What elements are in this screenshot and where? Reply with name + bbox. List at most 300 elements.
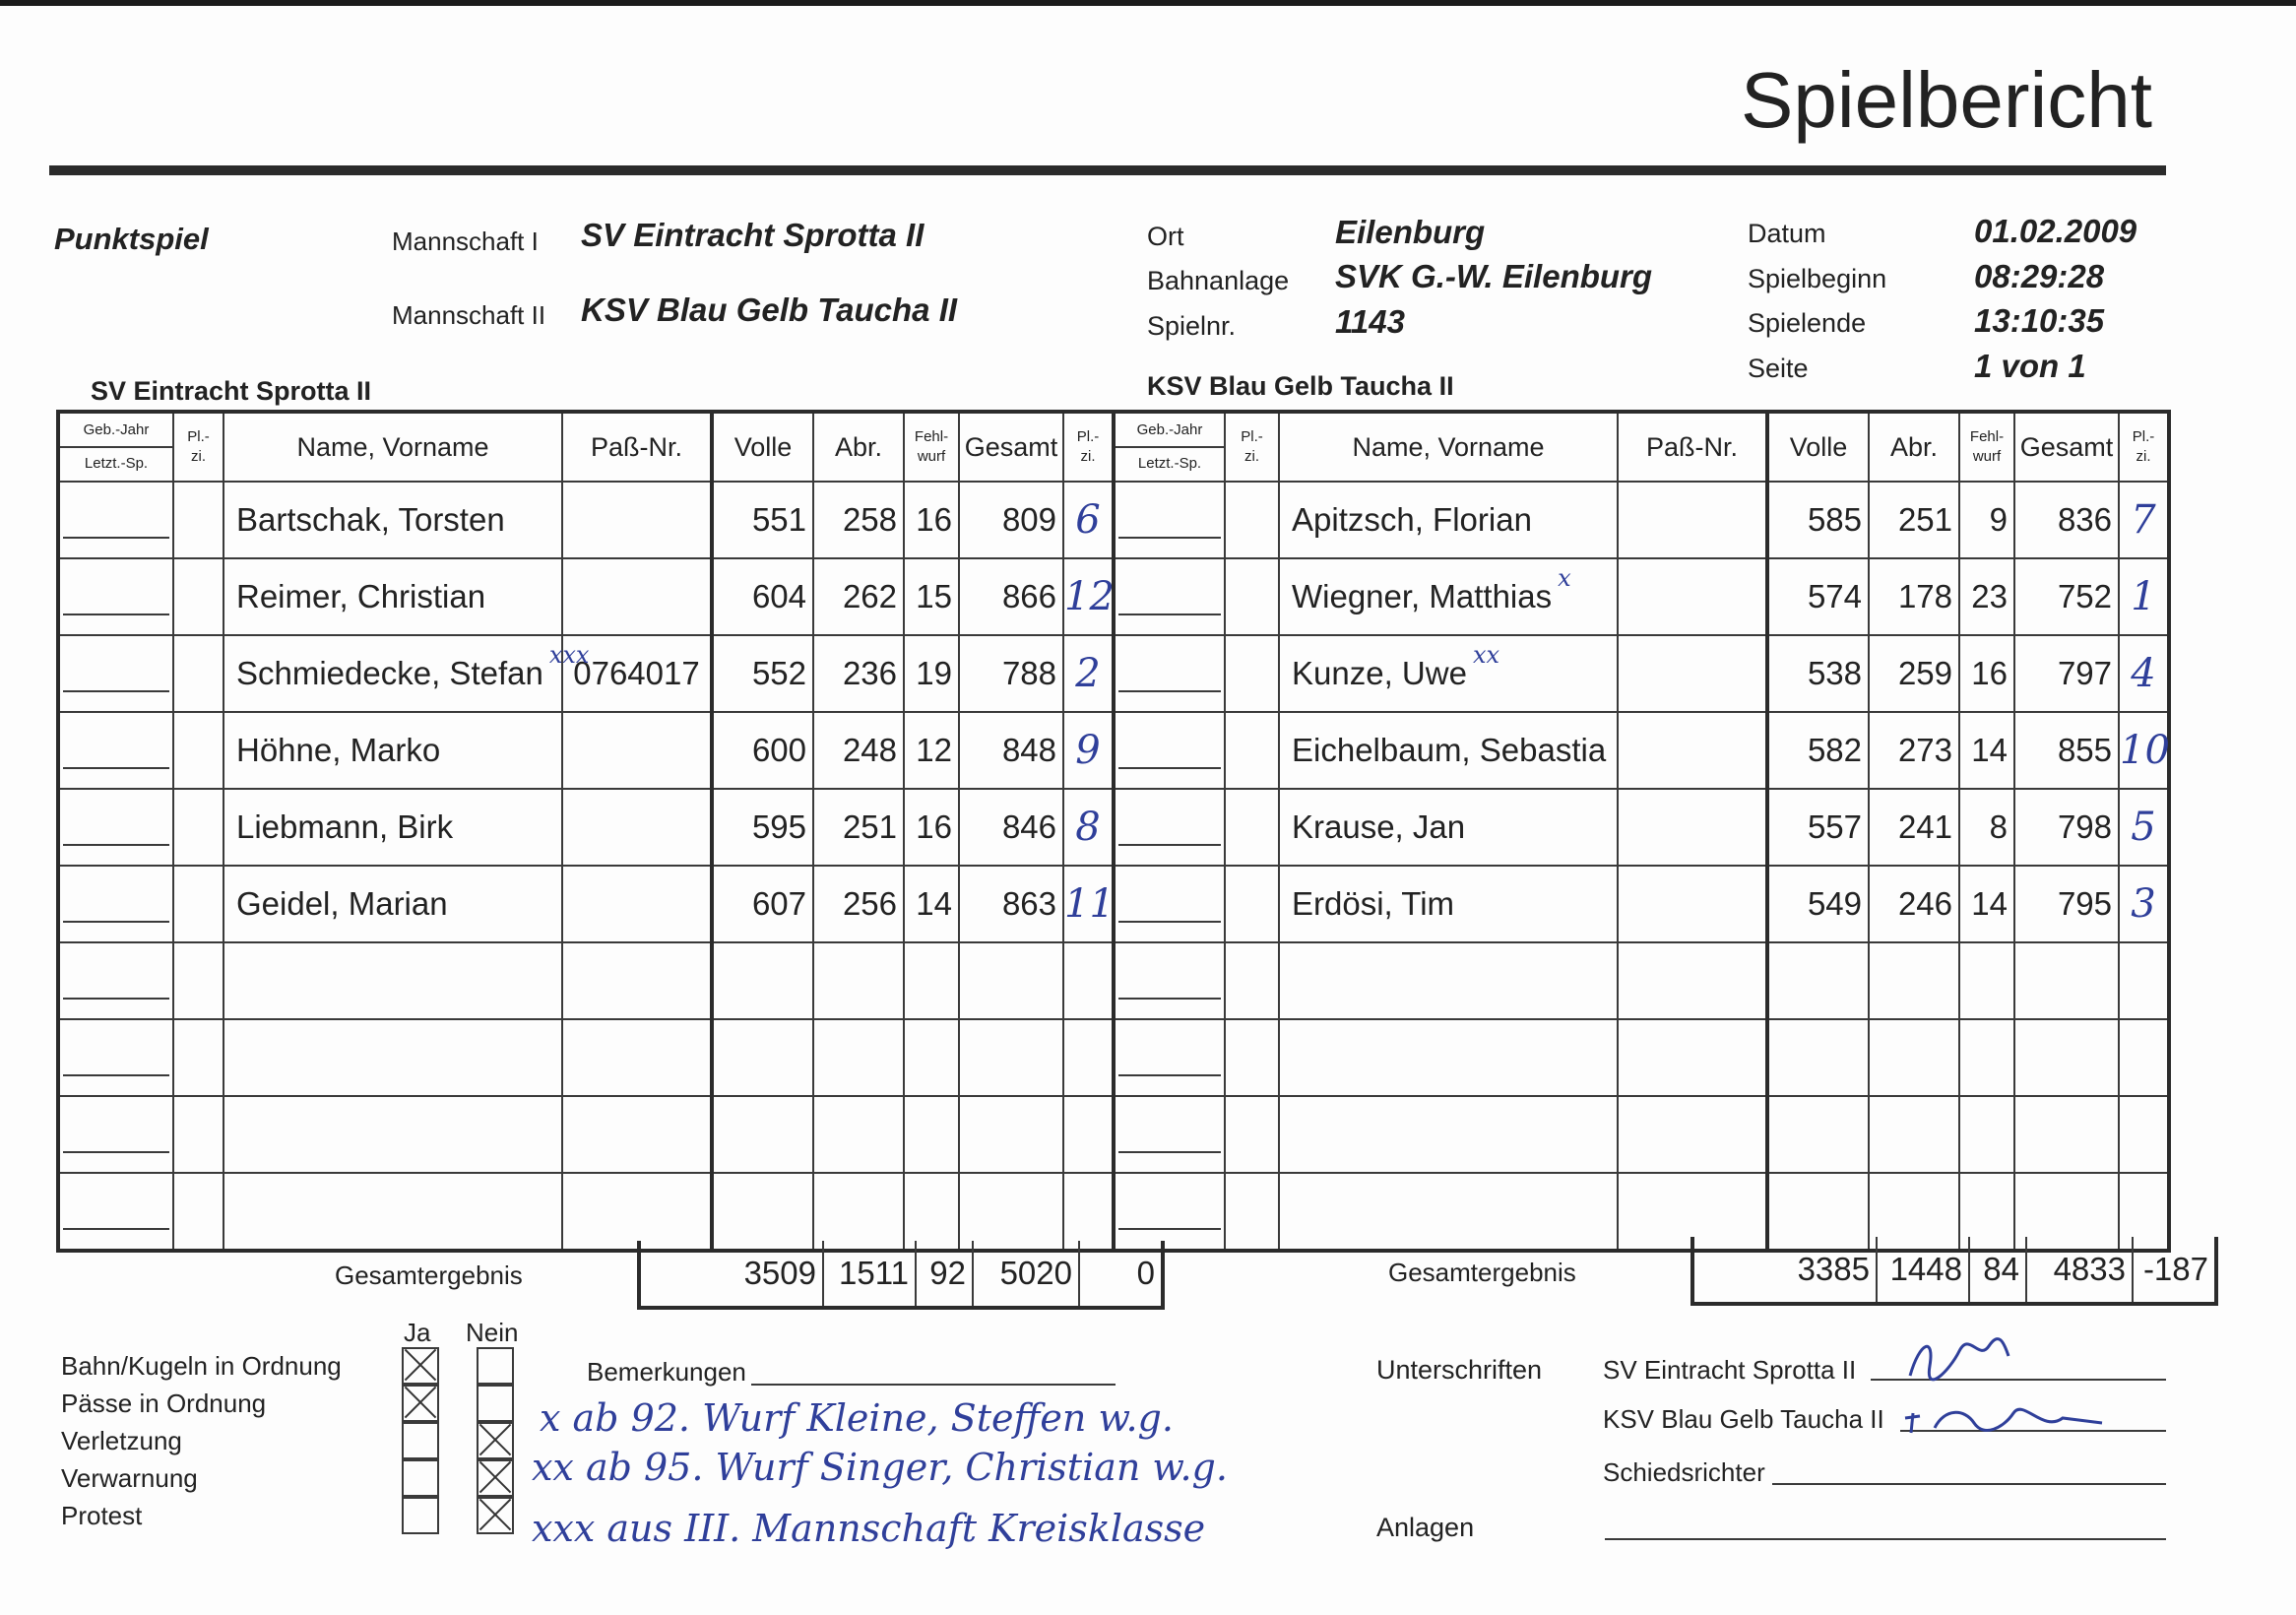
- platz-value: [2119, 942, 2169, 1019]
- geb-jahr-divider: [1118, 655, 1221, 692]
- ort-label: Ort: [1147, 222, 1184, 251]
- check-label: Verletzung: [61, 1426, 182, 1455]
- check-ja-box[interactable]: [402, 1497, 439, 1534]
- abr-value: 246: [1869, 866, 1959, 942]
- referee-label: Schiedsrichter: [1603, 1457, 1765, 1487]
- geb-jahr-divider: [1118, 1116, 1221, 1153]
- player-name: Höhne, Marko: [223, 712, 562, 789]
- pl-zi-cell: [1225, 558, 1279, 635]
- abr-value: 258: [813, 482, 904, 558]
- pass-nr: [1618, 482, 1767, 558]
- player-name-text: Kunze, Uwe: [1292, 655, 1467, 691]
- check-ja-box[interactable]: [402, 1459, 439, 1497]
- spielbeginn-label: Spielbeginn: [1748, 264, 1887, 293]
- letzt-sp-label: Letzt.-Sp.: [1137, 455, 1202, 472]
- gesamt-value: 855: [2014, 712, 2119, 789]
- pl-zi-cell: [1225, 712, 1279, 789]
- gesamt-value: [959, 1173, 1063, 1251]
- col-volle: Volle: [1767, 412, 1869, 482]
- col-gesamt: Gesamt: [959, 412, 1063, 482]
- team-b-total-fehl: 84: [1969, 1237, 2026, 1304]
- geb-jahr-cell: [58, 712, 173, 789]
- abr-value: 251: [813, 789, 904, 866]
- check-ja-box[interactable]: [402, 1422, 439, 1459]
- gesamt-value: 846: [959, 789, 1063, 866]
- col-abr: Abr.: [1869, 412, 1959, 482]
- pass-nr: [1618, 789, 1767, 866]
- team1-label: Mannschaft I: [392, 226, 539, 256]
- player-name: [223, 942, 562, 1019]
- abr-value: [813, 942, 904, 1019]
- gesamt-value: [2014, 942, 2119, 1019]
- player-name: Apitzsch, Florian: [1279, 482, 1618, 558]
- anlagen-line: [1605, 1538, 2166, 1540]
- fehlwurf-value: [904, 942, 959, 1019]
- fehlwurf-value: 15: [904, 558, 959, 635]
- pass-nr: [1618, 1019, 1767, 1096]
- geb-jahr-cell: [1114, 1019, 1225, 1096]
- check-nein-box[interactable]: [477, 1497, 514, 1534]
- signature-team2-label: KSV Blau Gelb Taucha II: [1603, 1404, 1884, 1434]
- team-a-total-gesamt: 5020: [973, 1241, 1079, 1308]
- check-label: Bahn/Kugeln in Ordnung: [61, 1351, 342, 1381]
- geb-jahr-cell: [58, 942, 173, 1019]
- platz-value: 7: [2119, 482, 2169, 558]
- geb-jahr-divider: [63, 1116, 169, 1153]
- team-b-row: [1114, 1096, 2169, 1173]
- fehlwurf-value: [904, 1096, 959, 1173]
- pl-label: Pl.-: [2132, 428, 2155, 445]
- gesamt-value: 752: [2014, 558, 2119, 635]
- fehlwurf-value: 8: [1959, 789, 2014, 866]
- spielende-value: 13:10:35: [1974, 302, 2105, 339]
- volle-value: 574: [1767, 558, 1869, 635]
- platz-value: 12: [1063, 558, 1114, 635]
- zi-label: zi.: [191, 448, 206, 465]
- col-name: Name, Vorname: [223, 412, 562, 482]
- team-b-total-abr: 1448: [1877, 1237, 1969, 1304]
- check-nein-box[interactable]: [477, 1385, 514, 1422]
- geb-jahr-cell: [1114, 1096, 1225, 1173]
- fehlwurf-value: [1959, 1096, 2014, 1173]
- gesamt-value: [2014, 1019, 2119, 1096]
- gesamt-value: [959, 1096, 1063, 1173]
- player-name: [1279, 635, 1618, 712]
- geb-jahr-cell: [1114, 712, 1225, 789]
- team-b-total-box: [1690, 1237, 2218, 1306]
- remark-line-1: x ab 92. Wurf Kleine, Steffen w.g.: [540, 1396, 1174, 1440]
- fehlwurf-value: 14: [904, 866, 959, 942]
- gesamt-value: 836: [2014, 482, 2119, 558]
- team-b-row: [1114, 789, 2169, 866]
- team1-value: SV Eintracht Sprotta II: [581, 217, 925, 253]
- ja-column-label: Ja: [404, 1318, 431, 1347]
- fehlwurf-value: [1959, 1019, 2014, 1096]
- team-a-total-fehl: 92: [916, 1241, 973, 1308]
- remark-line-3: xxx aus III. Mannschaft Kreisklasse: [532, 1507, 1206, 1550]
- geb-jahr-divider: [1118, 578, 1221, 615]
- check-ja-box[interactable]: [402, 1385, 439, 1422]
- spielnr-label: Spielnr.: [1147, 311, 1237, 341]
- pl-zi-cell: [1225, 1019, 1279, 1096]
- geb-jahr-divider: [63, 885, 169, 923]
- team-a-header-row: [58, 412, 1114, 482]
- signature-team2: [1895, 1389, 2112, 1443]
- col-abr: Abr.: [813, 412, 904, 482]
- abr-value: 241: [1869, 789, 1959, 866]
- col-platz: [2119, 412, 2169, 482]
- abr-value: 259: [1869, 635, 1959, 712]
- spielnr-value: 1143: [1335, 303, 1405, 340]
- player-name: [1279, 1173, 1618, 1251]
- col-volle: Volle: [712, 412, 813, 482]
- abr-value: 248: [813, 712, 904, 789]
- team-a-row: [58, 866, 1114, 942]
- volle-value: [712, 1019, 813, 1096]
- team-a-row: [58, 789, 1114, 866]
- gesamt-value: 798: [2014, 789, 2119, 866]
- geb-jahr-cell: [58, 482, 173, 558]
- player-name: [223, 1019, 562, 1096]
- gesamt-value: 797: [2014, 635, 2119, 712]
- abr-value: 236: [813, 635, 904, 712]
- pass-nr: [562, 1173, 712, 1251]
- geb-jahr-label: Geb.-Jahr: [60, 420, 172, 448]
- volle-value: [712, 942, 813, 1019]
- abr-value: [1869, 1096, 1959, 1173]
- fehlwurf-value: 14: [1959, 712, 2014, 789]
- fehl-label: Fehl-: [914, 428, 949, 445]
- player-name: Erdösi, Tim: [1279, 866, 1618, 942]
- geb-jahr-divider: [1118, 808, 1221, 846]
- team-a-row: [58, 1019, 1114, 1096]
- fehlwurf-value: 16: [1959, 635, 2014, 712]
- team-b-total-gesamt: 4833: [2026, 1237, 2133, 1304]
- volle-value: 607: [712, 866, 813, 942]
- player-name-text: Wiegner, Matthias: [1292, 578, 1553, 614]
- pl-zi-cell: [1225, 942, 1279, 1019]
- seite-label: Seite: [1748, 354, 1809, 383]
- platz-value: 1: [2119, 558, 2169, 635]
- platz-value: 10: [2119, 712, 2169, 789]
- team-b-row: [1114, 558, 2169, 635]
- volle-value: [712, 1173, 813, 1251]
- geb-jahr-divider: [1118, 1039, 1221, 1076]
- pl-zi-cell: [173, 1019, 223, 1096]
- geb-jahr-cell: [58, 1173, 173, 1251]
- geb-jahr-cell: [1114, 866, 1225, 942]
- geb-jahr-cell: [1114, 1173, 1225, 1251]
- player-name: Krause, Jan: [1279, 789, 1618, 866]
- col-pl-zi: [1225, 412, 1279, 482]
- fehlwurf-value: 16: [904, 482, 959, 558]
- team-a-heading: SV Eintracht Sprotta II: [91, 376, 372, 406]
- geb-jahr-divider: [1118, 885, 1221, 923]
- wurf-label: wurf: [1972, 448, 2002, 465]
- remarks-line: [751, 1384, 1116, 1386]
- pass-nr: [562, 558, 712, 635]
- pass-nr: [1618, 1096, 1767, 1173]
- pl-zi-cell: [173, 866, 223, 942]
- pl-zi-cell: [173, 712, 223, 789]
- team-a-total-box: [637, 1241, 1165, 1310]
- platz-value: [2119, 1096, 2169, 1173]
- pl-label: Pl.-: [187, 428, 210, 445]
- team-a-total-volle: 3509: [743, 1255, 816, 1291]
- team-a-row: [58, 712, 1114, 789]
- team-a-row: [58, 1096, 1114, 1173]
- check-nein-box[interactable]: [477, 1459, 514, 1497]
- ort-value: Eilenburg: [1335, 214, 1486, 250]
- col-pass: Paß-Nr.: [1618, 412, 1767, 482]
- abr-value: 273: [1869, 712, 1959, 789]
- team-b-row: [1114, 635, 2169, 712]
- volle-value: 595: [712, 789, 813, 866]
- wurf-label: wurf: [917, 448, 946, 465]
- pass-nr: [1618, 942, 1767, 1019]
- volle-value: [1767, 1019, 1869, 1096]
- col-geb-jahr: [58, 412, 173, 482]
- nein-column-label: Nein: [466, 1318, 519, 1347]
- volle-value: 557: [1767, 789, 1869, 866]
- substitution-mark: x: [1558, 564, 1571, 592]
- col-platz: [1063, 412, 1114, 482]
- signature-team1-label: SV Eintracht Sprotta II: [1603, 1355, 1857, 1385]
- pl-zi-cell: [173, 942, 223, 1019]
- pl-zi-cell: [1225, 789, 1279, 866]
- anlagen-label: Anlagen: [1376, 1513, 1475, 1542]
- player-name: Geidel, Marian: [223, 866, 562, 942]
- zi-label: zi.: [1244, 448, 1259, 465]
- geb-jahr-divider: [63, 1039, 169, 1076]
- team-b-row: [1114, 866, 2169, 942]
- volle-value: [1767, 1096, 1869, 1173]
- pl-label: Pl.-: [1076, 428, 1100, 445]
- geb-jahr-divider: [63, 655, 169, 692]
- pl-zi-cell: [173, 558, 223, 635]
- check-nein-box[interactable]: [477, 1422, 514, 1459]
- col-name: Name, Vorname: [1279, 412, 1618, 482]
- team-a-total-abr: 1511: [823, 1241, 916, 1308]
- player-name: Reimer, Christian: [223, 558, 562, 635]
- geb-jahr-cell: [1114, 635, 1225, 712]
- substitution-mark: xx: [1472, 641, 1500, 669]
- fehl-label: Fehl-: [1969, 428, 2005, 445]
- platz-value: 6: [1063, 482, 1114, 558]
- pl-zi-cell: [173, 789, 223, 866]
- platz-value: 8: [1063, 789, 1114, 866]
- player-name: [1279, 1019, 1618, 1096]
- geb-jahr-cell: [58, 866, 173, 942]
- team-a-table: [56, 410, 1116, 1253]
- team-b-total-volle: 3385: [1797, 1251, 1870, 1287]
- gesamt-value: 863: [959, 866, 1063, 942]
- geb-jahr-cell: [58, 558, 173, 635]
- platz-value: [2119, 1019, 2169, 1096]
- team2-label: Mannschaft II: [392, 300, 546, 330]
- geb-jahr-divider: [1118, 501, 1221, 539]
- pass-nr: [1618, 635, 1767, 712]
- platz-value: [1063, 1173, 1114, 1251]
- team-b-row: [1114, 482, 2169, 558]
- team-b-total-row: [1692, 1237, 2216, 1304]
- substitution-mark: xxx: [548, 641, 590, 669]
- geb-jahr-divider: [1118, 732, 1221, 769]
- volle-value: 538: [1767, 635, 1869, 712]
- team2-value: KSV Blau Gelb Taucha II: [581, 291, 958, 328]
- fehlwurf-value: [904, 1173, 959, 1251]
- pass-nr: [562, 866, 712, 942]
- geb-jahr-label: Geb.-Jahr: [1116, 420, 1224, 448]
- seite-value: 1 von 1: [1974, 348, 2086, 384]
- spielbeginn-value: 08:29:28: [1974, 258, 2105, 294]
- volle-value: 604: [712, 558, 813, 635]
- pass-nr: [1618, 558, 1767, 635]
- title-rule: [49, 165, 2166, 175]
- pl-zi-cell: [173, 1096, 223, 1173]
- gesamt-value: [959, 942, 1063, 1019]
- check-label: Verwarnung: [61, 1463, 198, 1493]
- abr-value: [1869, 1019, 1959, 1096]
- signature-team1: [1890, 1331, 2018, 1390]
- platz-value: 4: [2119, 635, 2169, 712]
- col-fehlwurf: [904, 412, 959, 482]
- geb-jahr-cell: [58, 789, 173, 866]
- pass-nr: [1618, 712, 1767, 789]
- team-a-row: [58, 942, 1114, 1019]
- player-name: Eichelbaum, Sebastia: [1279, 712, 1618, 789]
- team-a-total-label: Gesamtergebnis: [335, 1260, 523, 1290]
- gesamt-value: 788: [959, 635, 1063, 712]
- pass-nr: [1618, 866, 1767, 942]
- pl-zi-cell: [1225, 1096, 1279, 1173]
- bahnanlage-label: Bahnanlage: [1147, 266, 1290, 295]
- abr-value: [813, 1019, 904, 1096]
- col-fehlwurf: [1959, 412, 2014, 482]
- team-b-row: [1114, 712, 2169, 789]
- volle-value: 585: [1767, 482, 1869, 558]
- check-ja-box[interactable]: [402, 1347, 439, 1385]
- team-b-heading: KSV Blau Gelb Taucha II: [1147, 371, 1454, 401]
- geb-jahr-cell: [1114, 942, 1225, 1019]
- player-name: [1279, 1096, 1618, 1173]
- team-a-row: [58, 482, 1114, 558]
- pass-nr: [562, 1096, 712, 1173]
- abr-value: 262: [813, 558, 904, 635]
- platz-value: [1063, 1096, 1114, 1173]
- team-b-header-row: [1114, 412, 2169, 482]
- volle-value: 551: [712, 482, 813, 558]
- fehlwurf-value: [904, 1019, 959, 1096]
- abr-value: 256: [813, 866, 904, 942]
- geb-jahr-divider: [63, 501, 169, 539]
- volle-value: 600: [712, 712, 813, 789]
- platz-value: 3: [2119, 866, 2169, 942]
- abr-value: [813, 1173, 904, 1251]
- pl-label: Pl.-: [1241, 428, 1263, 445]
- col-geb-jahr: [1114, 412, 1225, 482]
- gesamt-value: 809: [959, 482, 1063, 558]
- col-gesamt: Gesamt: [2014, 412, 2119, 482]
- remark-line-2: xx ab 95. Wurf Singer, Christian w.g.: [532, 1446, 1228, 1489]
- volle-value: [712, 1096, 813, 1173]
- bahnanlage-value: SVK G.-W. Eilenburg: [1335, 258, 1653, 294]
- datum-value: 01.02.2009: [1974, 213, 2137, 249]
- fehlwurf-value: 14: [1959, 866, 2014, 942]
- pl-zi-cell: [1225, 866, 1279, 942]
- signatures-label: Unterschriften: [1376, 1355, 1543, 1385]
- check-label: Pässe in Ordnung: [61, 1389, 267, 1418]
- team-b-row: [1114, 1019, 2169, 1096]
- abr-value: 251: [1869, 482, 1959, 558]
- pl-zi-cell: [1225, 482, 1279, 558]
- geb-jahr-cell: [1114, 482, 1225, 558]
- team-b-row: [1114, 942, 2169, 1019]
- col-pl-zi: [173, 412, 223, 482]
- datum-label: Datum: [1748, 219, 1826, 248]
- gesamt-value: 866: [959, 558, 1063, 635]
- gesamt-value: 848: [959, 712, 1063, 789]
- geb-jahr-divider: [63, 732, 169, 769]
- scan-edge: [0, 0, 2296, 6]
- team-a-total-diff: 0: [1079, 1241, 1163, 1308]
- player-name: [1279, 558, 1618, 635]
- geb-jahr-divider: [63, 578, 169, 615]
- platz-value: [1063, 942, 1114, 1019]
- pass-nr: [562, 789, 712, 866]
- abr-value: [813, 1096, 904, 1173]
- player-name: [223, 1173, 562, 1251]
- geb-jahr-cell: [1114, 558, 1225, 635]
- volle-value: 549: [1767, 866, 1869, 942]
- player-name-text: Schmiedecke, Stefan: [236, 655, 543, 691]
- pl-zi-cell: [173, 482, 223, 558]
- pl-zi-cell: [173, 635, 223, 712]
- game-type: Punktspiel: [54, 222, 209, 256]
- fehlwurf-value: 16: [904, 789, 959, 866]
- fehlwurf-value: 9: [1959, 482, 2014, 558]
- team-a-row: [58, 1173, 1114, 1251]
- pass-nr: [562, 482, 712, 558]
- referee-line: [1772, 1483, 2166, 1485]
- platz-value: 9: [1063, 712, 1114, 789]
- zi-label: zi.: [1080, 448, 1096, 465]
- player-name: [223, 635, 590, 712]
- geb-jahr-divider: [1118, 962, 1221, 1000]
- geb-jahr-cell: [1114, 789, 1225, 866]
- pass-nr: [562, 942, 712, 1019]
- platz-value: 5: [2119, 789, 2169, 866]
- fehlwurf-value: 19: [904, 635, 959, 712]
- letzt-sp-label: Letzt.-Sp.: [84, 455, 149, 472]
- pass-nr: 0764017: [562, 635, 712, 712]
- geb-jahr-cell: [58, 1019, 173, 1096]
- platz-value: 2: [1063, 635, 1114, 712]
- platz-value: [1063, 1019, 1114, 1096]
- team-b-total-label: Gesamtergebnis: [1388, 1258, 1576, 1287]
- check-nein-box[interactable]: [477, 1347, 514, 1385]
- player-name: Bartschak, Torsten: [223, 482, 562, 558]
- pass-nr: [562, 1019, 712, 1096]
- fehlwurf-value: 12: [904, 712, 959, 789]
- gesamt-value: [959, 1019, 1063, 1096]
- gesamt-value: 795: [2014, 866, 2119, 942]
- pl-zi-cell: [1225, 1173, 1279, 1251]
- geb-jahr-divider: [1118, 1193, 1221, 1230]
- pass-nr: [562, 712, 712, 789]
- player-name: Liebmann, Birk: [223, 789, 562, 866]
- geb-jahr-cell: [58, 635, 173, 712]
